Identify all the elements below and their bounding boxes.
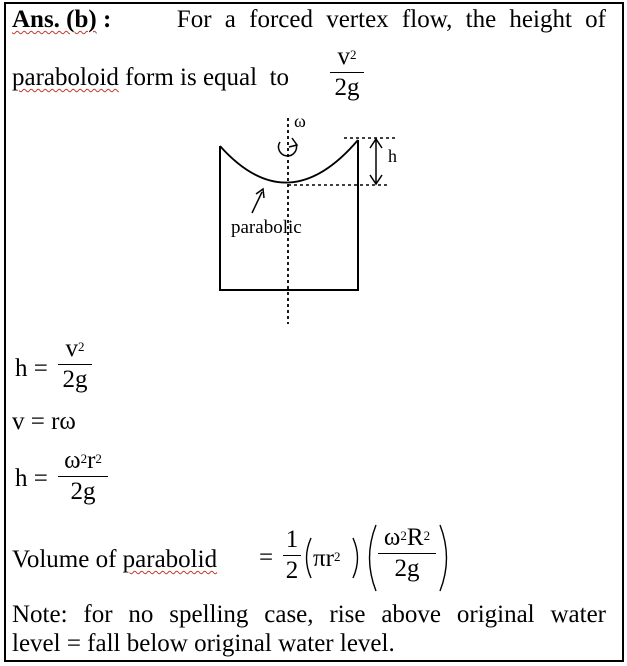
big-left-paren-icon: [362, 523, 378, 593]
volume-den: 2g: [394, 555, 420, 582]
eq3-den: 2g: [70, 478, 96, 505]
volume-label: Volume of parabolid: [12, 546, 218, 573]
answer-colon: :: [103, 6, 112, 33]
eq3-bar: [58, 476, 108, 477]
eq2-text: v = rω: [12, 408, 76, 435]
volume-half-bar: [283, 555, 301, 556]
parabolic-label: parabolic: [231, 217, 302, 238]
intro-fraction: [330, 44, 364, 101]
eq1-bar: [58, 364, 92, 365]
eq3-lhs: h =: [15, 465, 48, 492]
eq1-fraction: [58, 336, 92, 393]
volume-num: $\omega^2R^2$: [383, 524, 431, 551]
answer-label-text: Ans. (b): [12, 6, 97, 33]
eq3-num: $\omega^2r^2$: [64, 447, 102, 474]
volume-equals: =: [259, 544, 274, 571]
eq1-num: $v^2$: [65, 335, 85, 362]
container-outline: [220, 140, 358, 290]
eq3-fraction: [58, 448, 108, 505]
answer-intro-line1: [12, 6, 606, 34]
intro-fraction-bar: [330, 72, 364, 73]
intro-fraction-den: 2g: [334, 74, 360, 101]
height-label: h: [388, 146, 397, 166]
note-line2: level = fall below original water level.: [12, 630, 395, 657]
eq1-den: 2g: [62, 366, 88, 393]
note-line1: Note: for no spelling case, rise above original water: [12, 601, 606, 628]
big-right-paren-icon: [438, 523, 454, 593]
volume-half-den: 2: [285, 557, 299, 584]
omega-label: ω: [294, 111, 306, 131]
answer-intro-rest: For a forced vertex flow, the height of: [176, 6, 606, 33]
volume-bar: [378, 553, 436, 554]
answer-intro-line2: [12, 64, 289, 92]
volume-half: [283, 527, 301, 584]
answer-intro-line2-rest: form is equal to: [118, 64, 290, 91]
volume-half-num: 1: [285, 526, 299, 553]
parabolic-pointer-icon: [252, 192, 262, 213]
eq1-lhs: h =: [15, 355, 48, 382]
volume-fraction: [378, 525, 436, 582]
volume-paren-term: $\pi r^2$: [313, 545, 341, 572]
paraboloid-word: paraboloid: [12, 64, 119, 91]
intro-fraction-num: $v^2$: [337, 43, 357, 70]
left-paren-icon: [300, 536, 314, 580]
answer-label: [12, 6, 111, 34]
